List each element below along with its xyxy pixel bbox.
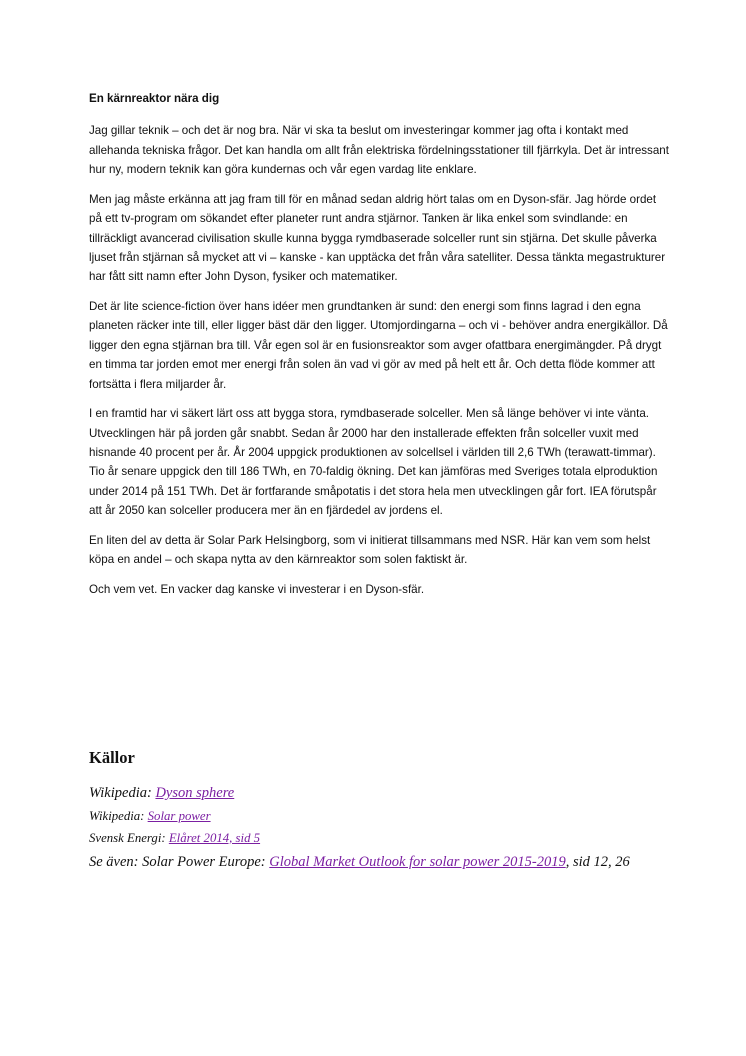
source-link-global-market-outlook[interactable]: Global Market Outlook for solar power 2015-2019 [269, 854, 566, 870]
source-link-solar-power[interactable]: Solar power [147, 809, 211, 823]
source-prefix: Svensk Energi: [89, 831, 169, 845]
article [89, 89, 669, 609]
source-item [89, 807, 689, 826]
article-paragraph: Det är lite science-fiction över hans idéer men grundtanken är sund: den energi som finns lagrad i den egna planeten räcker inte till, eller ligger bäst där den ligger. Utomjordingarna – och vi - behöver andra energikällor. Då ligger den egna stjärnan bra till. Vår egen sol är en fusionsreaktor som avger ofattbara energimängder. På drygt en timma tar jorden emot mer energi från solen än vad vi gör av med på helt ett år. Och detta flöde kommer att fortsätta i flera miljarder år. [89, 300, 668, 391]
source-prefix: Wikipedia: [89, 785, 156, 801]
sources-heading: Källor [89, 748, 135, 767]
article-paragraph: I en framtid har vi säkert lärt oss att bygga stora, rymdbaserade solceller. Men så länge behöver vi inte vänta. Utvecklingen här på jorden går snabbt. Sedan år 2000 har den installerade effekten från solceller vuxit med hisnande 40 procent per år. År 2004 uppgick produktionen av solcellsel i världen till 2,6 TWh (terawatt-timmar). Tio år senare uppgick den till 186 TWh, en 70-faldig ökning. Det kan jämföras med Sveriges totala elproduktion under 2014 på 151 TWh. Det är fortfarande småpotatis i det stora hela men utvecklingen går fort. IEA förutspår att år 2050 kan solceller producera mer än en fjärdedel av jordens el. [89, 407, 658, 518]
source-link-dyson-sphere[interactable]: Dyson sphere [155, 785, 235, 801]
source-item [89, 829, 689, 848]
source-item [89, 852, 689, 872]
article-title: En kärnreaktor nära dig [89, 92, 220, 105]
sources-section [89, 747, 689, 872]
source-prefix: Wikipedia: [89, 809, 148, 823]
source-item [89, 783, 689, 803]
article-paragraph: Jag gillar teknik – och det är nog bra. När vi ska ta beslut om investeringar kommer jag ofta i kontakt med allehanda tekniska frågor. Det kan handla om allt från elektriska fördelningsstationer till fjärrkyla. Det är intressant hur ny, modern teknik kan göra kundernas och vår egen vardag lite enklare. [89, 124, 669, 177]
source-link-elaret-2014[interactable]: Elåret 2014, sid 5 [168, 831, 261, 845]
article-paragraph: Men jag måste erkänna att jag fram till för en månad sedan aldrig hört talas om en Dyson-sfär. Jag hörde ordet på ett tv-program om sökandet efter planeter runt andra stjärnor. Tanken är lika enkel som svindlande: en tillräckligt avancerad civilisation skulle kunna bygga rymdbaserade solceller runt sin stjärna. Det skulle påverka ljuset från stjärnan så mycket att vi – kanske - kan upptäcka det från våra satelliter. Dessa tänkta megastrukturer har fått sitt namn efter John Dyson, fysiker och matematiker. [89, 192, 666, 284]
article-paragraph: Och vem vet. En vacker dag kanske vi investerar i en Dyson-sfär. [89, 582, 425, 596]
source-prefix: Se även: Solar Power Europe: [89, 854, 270, 870]
source-suffix: , sid 12, 26 [565, 854, 630, 870]
article-paragraph: En liten del av detta är Solar Park Helsingborg, som vi initierat tillsammans med NSR. Här kan vem som helst köpa en andel – och skapa nytta av den kärnreaktor som solen faktiskt är. [89, 533, 651, 567]
